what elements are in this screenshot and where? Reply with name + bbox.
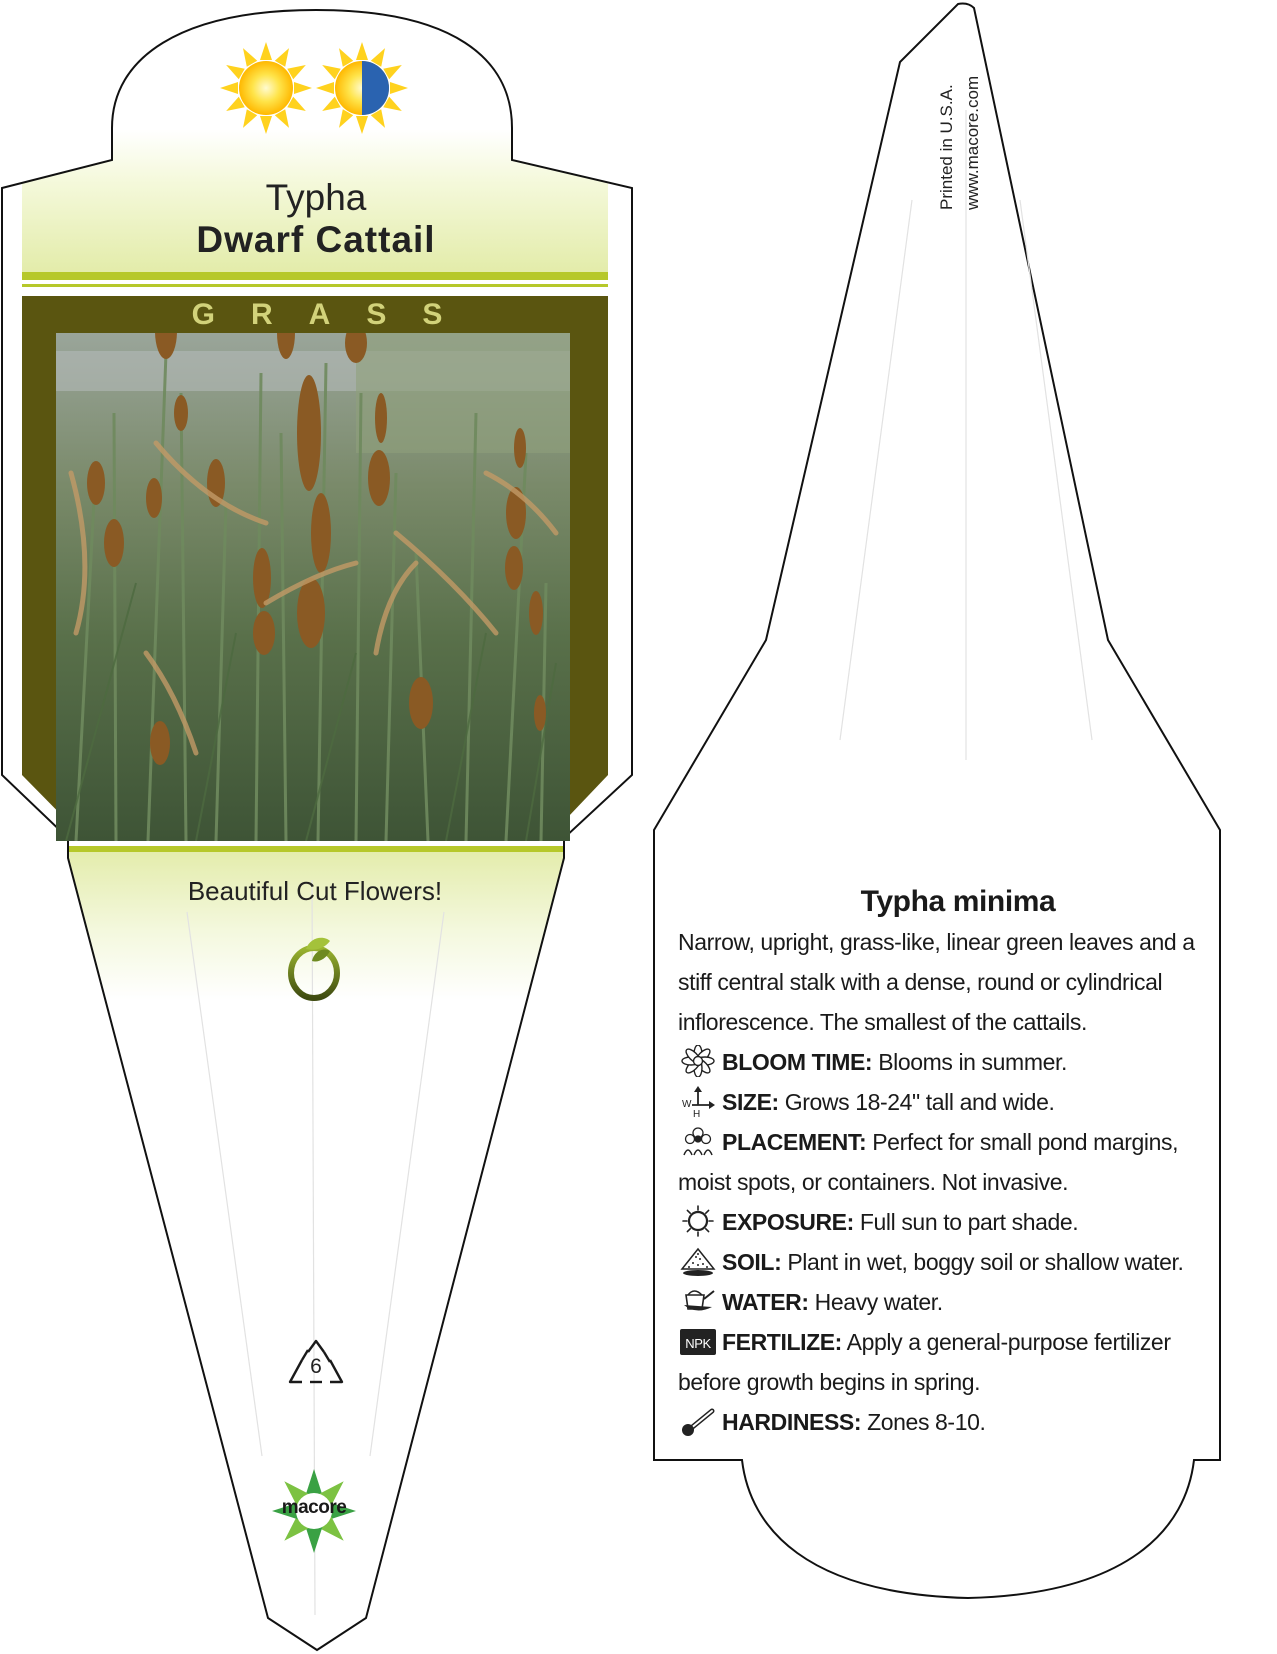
thermometer-icon xyxy=(678,1405,718,1437)
scientific-name: Typha minima xyxy=(860,885,1056,918)
attribute-value-continued: before growth begins in spring. xyxy=(678,1369,981,1395)
attribute-label: FERTILIZE: xyxy=(722,1329,842,1355)
attribute-label: BLOOM TIME: xyxy=(722,1049,873,1075)
svg-text:W: W xyxy=(682,1099,692,1110)
hardiness-row xyxy=(678,1402,1238,1442)
soil-pile-icon xyxy=(678,1245,718,1277)
attribute-value: Plant in wet, boggy soil or shallow water. xyxy=(787,1249,1184,1275)
printing-info xyxy=(934,0,990,210)
attribute-label: PLACEMENT: xyxy=(722,1129,867,1155)
brand-sprout-icon xyxy=(284,935,344,1003)
plant-common-name: Dwarf Cattail xyxy=(196,219,436,260)
attribute-value: Grows 18-24" tall and wide. xyxy=(784,1089,1055,1115)
placement-flowers-icon xyxy=(678,1125,718,1157)
exposure-row xyxy=(678,1202,1238,1242)
watering-can-icon xyxy=(678,1285,718,1317)
svg-text:H: H xyxy=(693,1109,700,1117)
attribute-label: WATER: xyxy=(722,1289,809,1315)
description-line: Narrow, upright, grass-like, linear green leaves and a xyxy=(678,929,1195,955)
attribute-label: EXPOSURE: xyxy=(722,1209,854,1235)
recycle-symbol xyxy=(286,1338,346,1394)
attribute-value: Zones 8-10. xyxy=(867,1409,986,1435)
attribute-value-continued: moist spots, or containers. Not invasive. xyxy=(678,1169,1069,1195)
svg-text:NPK: NPK xyxy=(685,1336,711,1351)
attribute-label: HARDINESS: xyxy=(722,1409,862,1435)
attribute-value: Perfect for small pond margins, xyxy=(872,1129,1179,1155)
printed-in-text: Printed in U.S.A. xyxy=(937,84,956,210)
flower-icon xyxy=(678,1045,718,1077)
description-line: inflorescence. The smallest of the cattails. xyxy=(678,1009,1087,1035)
attribute-label: SIZE: xyxy=(722,1089,779,1115)
sun-outline-icon xyxy=(678,1205,718,1237)
water-row xyxy=(678,1282,1238,1322)
attribute-label: SOIL: xyxy=(722,1249,782,1275)
attribute-value: Apply a general-purpose fertilizer xyxy=(846,1329,1171,1355)
macore-logo xyxy=(268,1468,360,1554)
attribute-value: Heavy water. xyxy=(814,1289,943,1315)
plant-tagline: Beautiful Cut Flowers! xyxy=(187,876,443,906)
size-arrows-icon xyxy=(678,1085,718,1117)
plant-care-info xyxy=(678,882,1238,1442)
website-text: www.macore.com xyxy=(963,75,982,210)
plant-description xyxy=(678,922,1238,1042)
macore-brand-text: macore xyxy=(281,1497,347,1518)
plant-category: GRASS xyxy=(191,298,479,331)
bloom-time-row xyxy=(678,1042,1238,1082)
attribute-value: Full sun to part shade. xyxy=(859,1209,1079,1235)
placement-row xyxy=(678,1122,1238,1162)
npk-bag-icon xyxy=(678,1325,718,1357)
recycle-number: 6 xyxy=(310,1355,322,1378)
attribute-value: Blooms in summer. xyxy=(878,1049,1067,1075)
description-line: stiff central stalk with a dense, round or cylindrical xyxy=(678,969,1163,995)
soil-row xyxy=(678,1242,1238,1282)
size-row xyxy=(678,1082,1238,1122)
plant-genus: Typha xyxy=(265,177,367,218)
fertilize-row xyxy=(678,1322,1238,1362)
cattail-photo xyxy=(56,333,570,841)
